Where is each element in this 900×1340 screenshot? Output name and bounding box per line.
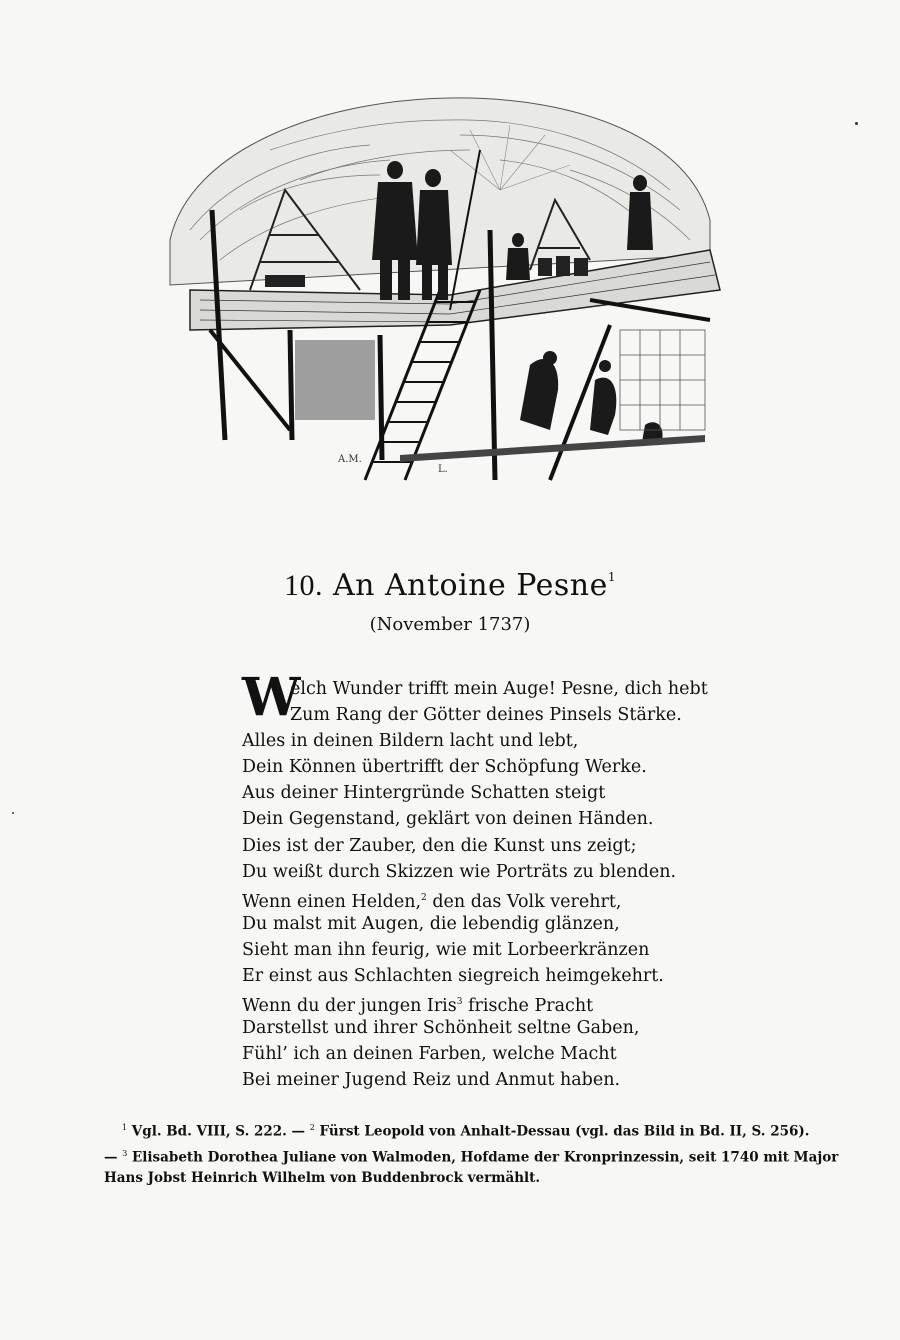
poem-body bbox=[242, 667, 708, 1094]
poem-line: Aus deiner Hintergründe Schatten steigt bbox=[242, 783, 606, 804]
poem-line: Er einst aus Schlachten siegreich heimgekehrt. bbox=[242, 966, 664, 987]
poem-line-text: Wenn einen Helden, bbox=[242, 891, 422, 912]
footnote-text: Elisabeth Dorothea Juliane von Walmoden, Hofdame der Kronprinzessin, seit 1740 mit Major bbox=[127, 1149, 839, 1165]
footnote-number: 1 bbox=[122, 1123, 128, 1132]
poem-line: elch Wunder trifft mein Auge! Pesne, dich hebt bbox=[290, 679, 708, 699]
scaffold-engraving-illustration bbox=[150, 90, 730, 500]
poem-line: Bei meiner Jugend Reiz und Anmut haben. bbox=[242, 1070, 621, 1091]
footnote-text: Vgl. Bd. VIII, S. 222. — bbox=[127, 1123, 310, 1140]
poem-line bbox=[242, 885, 702, 911]
poem-line: Dies ist der Zauber, den die Kunst uns zeigt; bbox=[242, 835, 637, 856]
footnote-text: — bbox=[104, 1149, 123, 1165]
footnotes bbox=[104, 1117, 839, 1189]
poem-line-text: frische Pracht bbox=[462, 995, 594, 1016]
artist-signature-right: L. bbox=[438, 464, 448, 475]
paper-speck bbox=[855, 122, 858, 125]
poem-line: Darstellst und ihrer Schönheit seltne Gaben, bbox=[242, 1018, 640, 1039]
poem-title bbox=[0, 568, 900, 603]
poem-line-text: Wenn du der jungen Iris bbox=[242, 995, 457, 1016]
poem-line: Zum Rang der Götter deines Pinsels Stärke. bbox=[290, 705, 682, 726]
drop-cap-initial: W bbox=[242, 667, 301, 728]
footnote-number: 3 bbox=[122, 1148, 128, 1158]
poem-line: Alles in deinen Bildern lacht und lebt, bbox=[242, 731, 579, 752]
footnote-line: Hans Jobst Heinrich Wilhelm von Buddenbrock vermählt. bbox=[104, 1170, 541, 1186]
poem-line: Dein Können übertrifft der Schöpfung Werke. bbox=[242, 757, 647, 778]
poem-line: Dein Gegenstand, geklärt von deinen Händen. bbox=[242, 809, 654, 830]
poem-line: Du weißt durch Skizzen wie Porträts zu blenden. bbox=[242, 861, 677, 882]
poem-date: (November 1737) bbox=[369, 614, 531, 635]
poem-line bbox=[242, 989, 702, 1015]
title-footnote-marker: 1 bbox=[607, 570, 617, 584]
poem-number: 10. bbox=[283, 569, 323, 602]
footnote-marker-2: 2 bbox=[421, 892, 427, 903]
poem-line: Sieht man ihn feurig, wie mit Lorbeerkränzen bbox=[242, 939, 650, 960]
poem-title-text: An Antoine Pesne bbox=[332, 568, 608, 603]
poem-line-text: den das Volk verehrt, bbox=[426, 891, 622, 912]
poem-line: Fühl’ ich an deinen Farben, welche Macht bbox=[242, 1044, 617, 1065]
footnote-marker-3: 3 bbox=[456, 997, 463, 1008]
artist-signature-left: A.M. bbox=[338, 454, 362, 465]
footnote-text: Fürst Leopold von Anhalt-Dessau (vgl. das Bild in Bd. II, S. 256). bbox=[314, 1123, 810, 1140]
footnote-line bbox=[104, 1117, 810, 1143]
footnote-number: 2 bbox=[309, 1123, 315, 1132]
engraving-svg bbox=[150, 90, 730, 500]
poem-line: Du malst mit Augen, die lebendig glänzen, bbox=[242, 913, 620, 934]
paper-speck bbox=[12, 812, 14, 814]
footnote-line bbox=[104, 1143, 839, 1169]
